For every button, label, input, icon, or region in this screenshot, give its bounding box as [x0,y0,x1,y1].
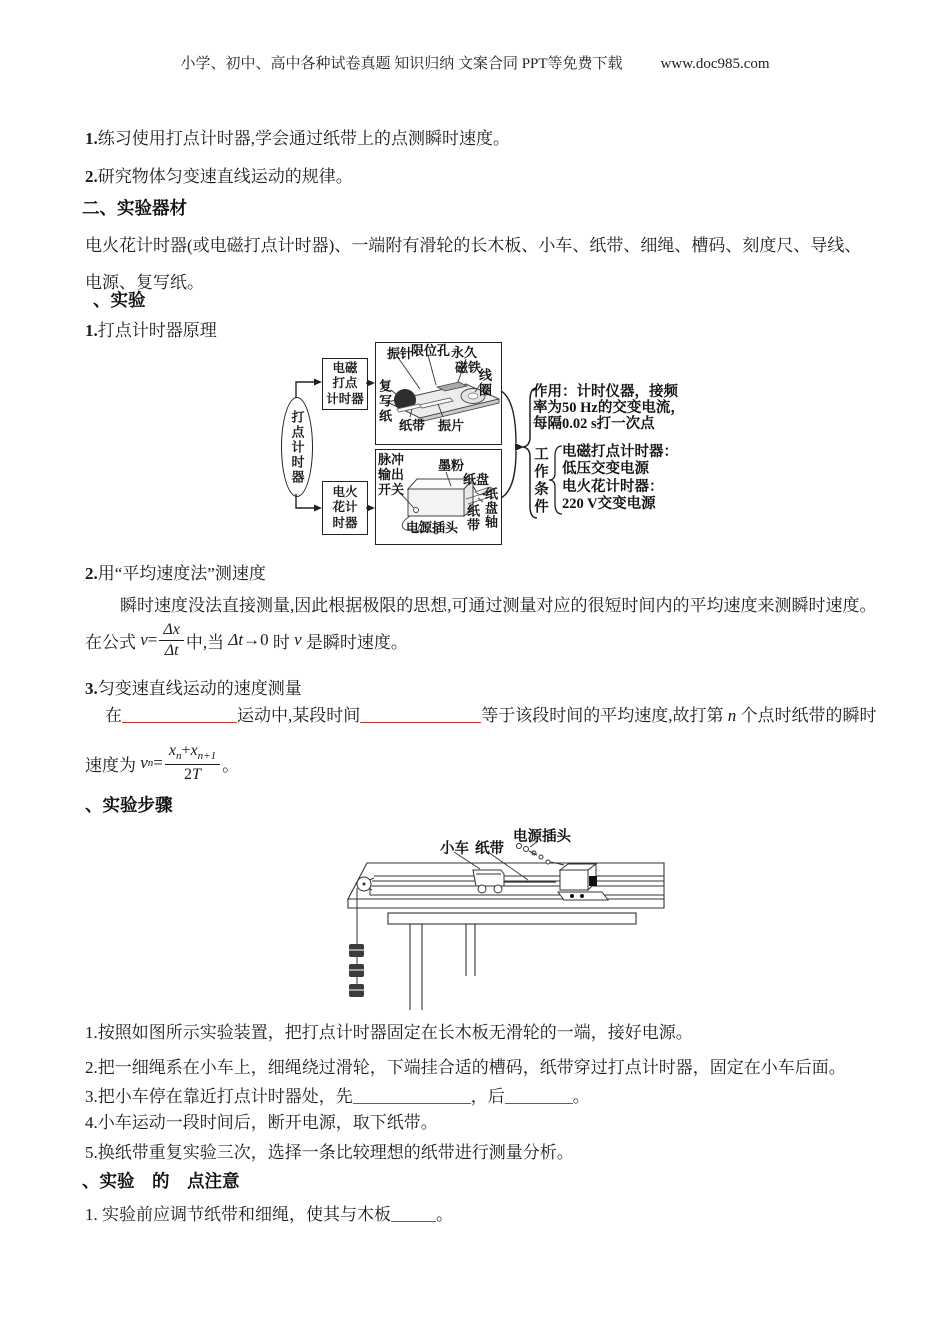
node-dot-timer-label: 打点计时器 [289,409,305,485]
label-permanent: 永久 [451,345,478,360]
fill-blank-1 [122,707,237,723]
formula1-v2: v [294,630,302,649]
converge-brace [501,391,516,498]
formula1-arrow: →0 [243,630,269,649]
formula2-den2: 2 [184,765,193,783]
principle-item-3: 3.匀变速直线运动的速度测量 [85,679,302,698]
formula1-shi: 时 [268,632,295,652]
label-power-plug-spark: 电源插头 [406,520,459,535]
role-line-1: 作用：计时仪器，接频 [533,384,678,400]
formula2-pre: 速度为 [85,755,141,775]
cond-line-1: 电磁打点计时器： [562,444,678,460]
formula1-pre: 在公式 [85,632,141,652]
label-coil: 线圈 [477,368,492,398]
fill-blank-5 [391,1206,436,1222]
label-magnet: 磁铁 [455,360,482,375]
experiment-setup-figure [330,820,670,1015]
heading-equipment: 二、实验器材 [82,198,187,218]
label-pulse-3: 开关 [378,482,405,497]
formula-vn [85,737,239,789]
header-url-link[interactable]: www.doc985.com [660,56,770,72]
label-paper-tape-em: 纸带 [399,418,426,433]
node-spark-line1: 电火 [332,484,358,499]
table-drawing [348,863,664,1010]
label-pulse-1: 脉冲 [378,452,405,467]
formula2-vsub: n [147,757,154,769]
step3-p2: ，后 [470,1087,505,1106]
formula2-x2: x [190,742,198,760]
principle-item-2: 2.用“平均速度法”测速度 [85,564,266,583]
fill-blank-2 [360,707,481,723]
sentence-p3: 等于该段时间的平均速度,故打第 [481,706,728,725]
step-4: 4.小车运动一段时间后，断开电源，取下纸带。 [85,1113,438,1132]
formula2-s2: n+1 [197,750,217,763]
formula1-numerator: Δx [159,620,184,641]
formula2-denominator [184,765,201,785]
formula2-post: 。 [222,755,240,775]
role-line-3: 每隔0.02 s打一次点 [533,416,655,432]
formula1-eq: = [147,630,158,649]
label-limit-hole: 限位孔 [411,343,451,358]
formula1-fraction [159,620,184,661]
formula2-x1: x [168,742,176,760]
formula2-plus: + [181,742,191,760]
role-line-2: 率为50 Hz的交变电流， [533,400,685,416]
node-em-line1: 电磁 [332,360,358,375]
label-paper-tape-spark: 纸带 [465,504,480,532]
node-dot-timer [281,397,313,497]
goal-item-2: 2.研究物体匀变速直线运动的规律。 [85,167,353,186]
step-2: 2.把一细绳系在小车上，细绳绕过滑轮，下端挂合适的槽码，纸带穿过打点计时器，固定在小车后面。 [85,1058,846,1077]
fill-blank-4 [505,1088,573,1104]
sentence-p4: 个点时纸带的瞬时 [736,706,877,725]
formula1-post: 是瞬时速度。 [301,632,408,652]
formula2-eq: = [153,753,163,772]
equipment-line-2: 电源、复写纸。 [85,273,204,292]
timer-principle-diagram [270,342,690,558]
note1-p2: 。 [436,1205,453,1224]
sentence-p2: 运动中,某段时间 [237,706,361,725]
note-1 [85,1200,453,1225]
fill-blank-3 [353,1088,471,1104]
formula1-dt: Δt [228,630,244,649]
heading-experiment-notes: 、实验 的 点注意 [82,1171,240,1191]
formula2-v: v [140,753,148,772]
formula2-denT: T [192,765,201,783]
node-spark-line3: 时器 [332,515,358,530]
measurement-sentence [105,701,877,726]
heading-experiment-steps: 、实验步骤 [85,795,173,815]
goal-item-1: 1.练习使用打点计时器,学会通过纸带上的点测瞬时速度。 [85,129,510,148]
principle-item-2-text: 瞬时速度没法直接测量,因此根据极限的思想,可通过测量对应的很短时间内的平均速度来测瞬时速度。 [120,596,877,615]
cord-and-plug [517,844,565,866]
label-disc-axis: 纸盘轴 [483,487,498,529]
label-paper-disc: 纸盘 [463,472,490,487]
note1-p1: 1. 实验前应调节纸带和细绳，使其与木板 [85,1205,391,1224]
cond-line-2: 低压交变电源 [562,461,649,477]
cond-line-4: 220 V交变电源 [562,496,656,512]
heading-experiment-principle: 、实验 [93,290,146,310]
step3-p3: 。 [572,1087,590,1106]
label-carbon-paper: 复写纸 [377,379,392,424]
sentence-p1: 在 [105,706,122,725]
equipment-line-1: 电火花计时器(或电磁打点计时器)、一端附有滑轮的长木板、小车、纸带、细绳、槽码、刻度尺、导线、 [85,236,862,255]
formula2-numerator [165,741,220,765]
node-em-line3: 计时器 [326,391,364,406]
formula1-denominator: Δt [164,641,179,659]
small-brace [549,446,562,514]
formula2-fraction [165,741,220,785]
node-em-timer [322,358,368,410]
setup-label-plug: 电源插头 [513,829,571,845]
cond-line-3: 电火花计时器： [562,479,664,495]
label-ink-powder: 墨粉 [438,458,465,473]
label-vibrator-strip: 振片 [438,418,465,433]
header-text: 小学、初中、高中各种试卷真题 知识归纳 文案合同 PPT等免费下载 [180,56,623,72]
formula2-s1: n [176,750,182,763]
formula1-mid: 中,当 [185,632,229,652]
formula-average-velocity [85,614,408,666]
step-1: 1.按照如图所示实验装置，把打点计时器固定在长木板无滑轮的一端，接好电源。 [85,1023,693,1042]
step3-p1: 3.把小车停在靠近打点计时器处，先 [85,1087,353,1106]
node-spark-timer [322,481,368,535]
formula1-v: v [140,630,148,649]
label-vibrating-pin: 振针 [387,346,414,361]
node-em-line2: 打点 [332,376,358,391]
setup-label-cart: 小车 [440,841,469,857]
step-3 [85,1082,590,1107]
setup-label-tape: 纸带 [475,841,504,857]
principle-item-1: 1.打点计时器原理 [85,321,217,340]
sentence-n: n [727,706,737,725]
node-spark-line2: 花计 [332,500,358,515]
page-header [0,52,950,73]
label-pulse-2: 输出 [378,467,405,482]
step-5: 5.换纸带重复实验三次，选择一条比较理想的纸带进行测量分析。 [85,1143,574,1162]
work-conditions-label: 工作条件 [532,446,548,516]
